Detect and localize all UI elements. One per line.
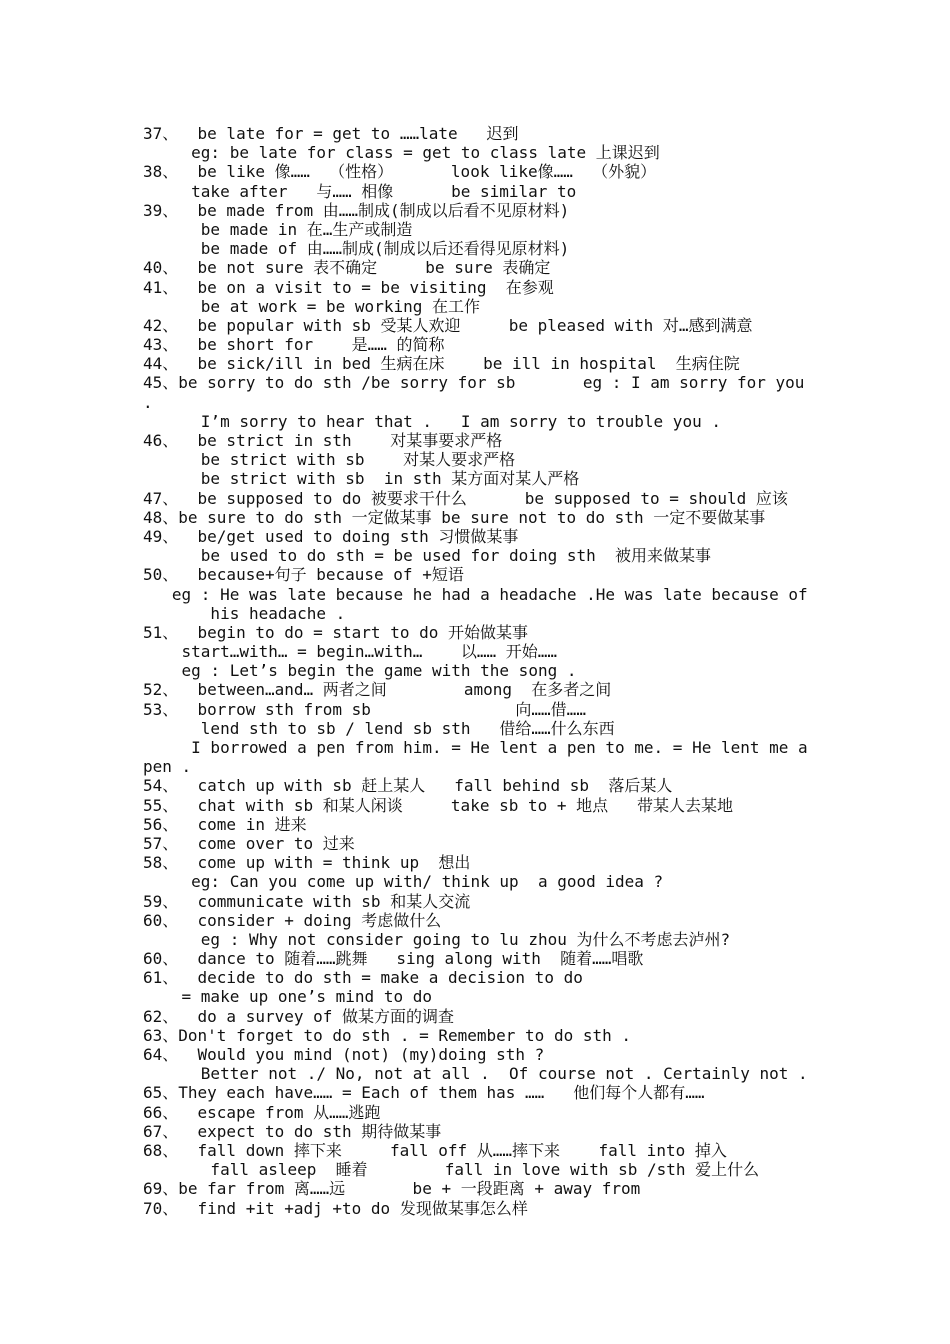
text-line: 70、 find +it +adj +to do 发现做某事怎么样: [143, 1198, 528, 1218]
text-line: be strict with sb 对某人要求严格: [143, 450, 516, 470]
text-line: 47、 be supposed to do 被要求干什么 be supposed to = should 应该: [143, 488, 788, 508]
text-line: fall asleep 睡着 fall in love with sb /sth 爱上什么: [143, 1160, 760, 1180]
text-line: 55、 chat with sb 和某人闲谈 take sb to + 地点 带某人去某地: [143, 795, 734, 815]
text-line: pen .: [143, 757, 192, 777]
text-line: 41、 be on a visit to = be visiting 在参观: [143, 277, 554, 297]
text-line: 63、Don't forget to do sth . = Remember to do sth .: [143, 1025, 632, 1045]
text-line: I’m sorry to hear that . I am sorry to trouble you .: [143, 411, 721, 431]
text-line: his headache .: [143, 603, 346, 623]
text-line: eg : He was late because he had a headache .He was late because of: [143, 584, 808, 604]
text-line: = make up one’s mind to do: [143, 987, 432, 1007]
text-line: eg : Why not consider going to lu zhou 为什么不考虑去泸州?: [143, 929, 731, 949]
text-line: 52、 between…and… 两者之间 among 在多者之间: [143, 680, 612, 700]
text-line: 65、They each have…… = Each of them has …… 他们每个人都有……: [143, 1083, 705, 1103]
text-line: 67、 expect to do sth 期待做某事: [143, 1121, 442, 1141]
text-line: 56、 come in 进来: [143, 814, 307, 834]
text-line: 59、 communicate with sb 和某人交流: [143, 891, 471, 911]
text-line: 68、 fall down 摔下来 fall off 从……摔下来 fall into 掉入: [143, 1140, 727, 1160]
text-line: 38、 be like 像…… （性格） look like像…… （外貌）: [143, 162, 657, 182]
text-line: 66、 escape from 从……逃跑: [143, 1102, 381, 1122]
vocabulary-list: [143, 124, 823, 1218]
text-line: 69、be far from 离……远 be + 一段距离 + away from: [143, 1179, 641, 1199]
text-line: 39、 be made from 由……制成(制成以后看不见原材料): [143, 200, 570, 220]
text-line: I borrowed a pen from him. = He lent a pen to me. = He lent me a: [143, 738, 808, 757]
text-line: 60、 dance to 随着……跳舞 sing along with 随着……唱歌: [143, 949, 644, 969]
text-line: 49、 be/get used to doing sth 习惯做某事: [143, 526, 519, 546]
text-line: be made in 在…生产或制造: [143, 219, 413, 239]
text-line: 40、 be not sure 表不确定 be sure 表确定: [143, 258, 551, 278]
text-line: 37、 be late for = get to ……late 迟到: [143, 124, 519, 143]
text-line: be used to do sth = be used for doing sth 被用来做某事: [143, 546, 712, 566]
text-line: 43、 be short for 是…… 的简称: [143, 335, 445, 355]
text-line: 42、 be popular with sb 受某人欢迎 be pleased with 对…感到满意: [143, 315, 753, 335]
text-line: 64、 Would you mind (not) (my)doing sth ?: [143, 1045, 545, 1064]
text-line: 51、 begin to do = start to do 开始做某事: [143, 622, 528, 642]
text-line: 45、be sorry to do sth /be sorry for sb eg : I am sorry for you: [143, 373, 805, 393]
text-line: 54、 catch up with sb 赶上某人 fall behind sb 落后某人: [143, 776, 673, 796]
text-line: lend sth to sb / lend sb sth 借给……什么东西: [143, 718, 615, 738]
text-line: eg: be late for class = get to class late 上课迟到: [143, 143, 660, 163]
text-line: be made of 由……制成(制成以后还看得见原材料): [143, 239, 570, 259]
text-line: 61、 decide to do sth = make a decision to do: [143, 968, 583, 988]
text-line: 62、 do a survey of 做某方面的调查: [143, 1006, 455, 1026]
text-line: eg : Let’s begin the game with the song .: [143, 661, 577, 681]
text-line: eg: Can you come up with/ think up a good idea ?: [143, 872, 664, 892]
text-line: Better not ./ No, not at all . Of course not . Certainly not .: [143, 1064, 808, 1084]
text-line: 53、 borrow sth from sb 向……借……: [143, 699, 586, 719]
text-line: 46、 be strict in sth 对某事要求严格: [143, 431, 503, 450]
text-line: take after 与…… 相像 be similar to: [143, 181, 577, 201]
text-line: 60、 consider + doing 考虑做什么: [143, 910, 442, 930]
text-line: .: [143, 392, 153, 412]
text-line: be at work = be working 在工作: [143, 296, 480, 316]
text-line: start…with… = begin…with… 以…… 开始……: [143, 642, 558, 662]
text-line: 50、 because+句子 because of +短语: [143, 565, 464, 585]
text-line: 44、 be sick/ill in bed 生病在床 be ill in hospital 生病住院: [143, 354, 740, 374]
text-line: 58、 come up with = think up 想出: [143, 853, 471, 873]
text-line: be strict with sb in sth 某方面对某人严格: [143, 469, 580, 489]
text-line: 48、be sure to do sth 一定做某事 be sure not to do sth 一定不要做某事: [143, 507, 766, 527]
text-line: 57、 come over to 过来: [143, 833, 355, 853]
